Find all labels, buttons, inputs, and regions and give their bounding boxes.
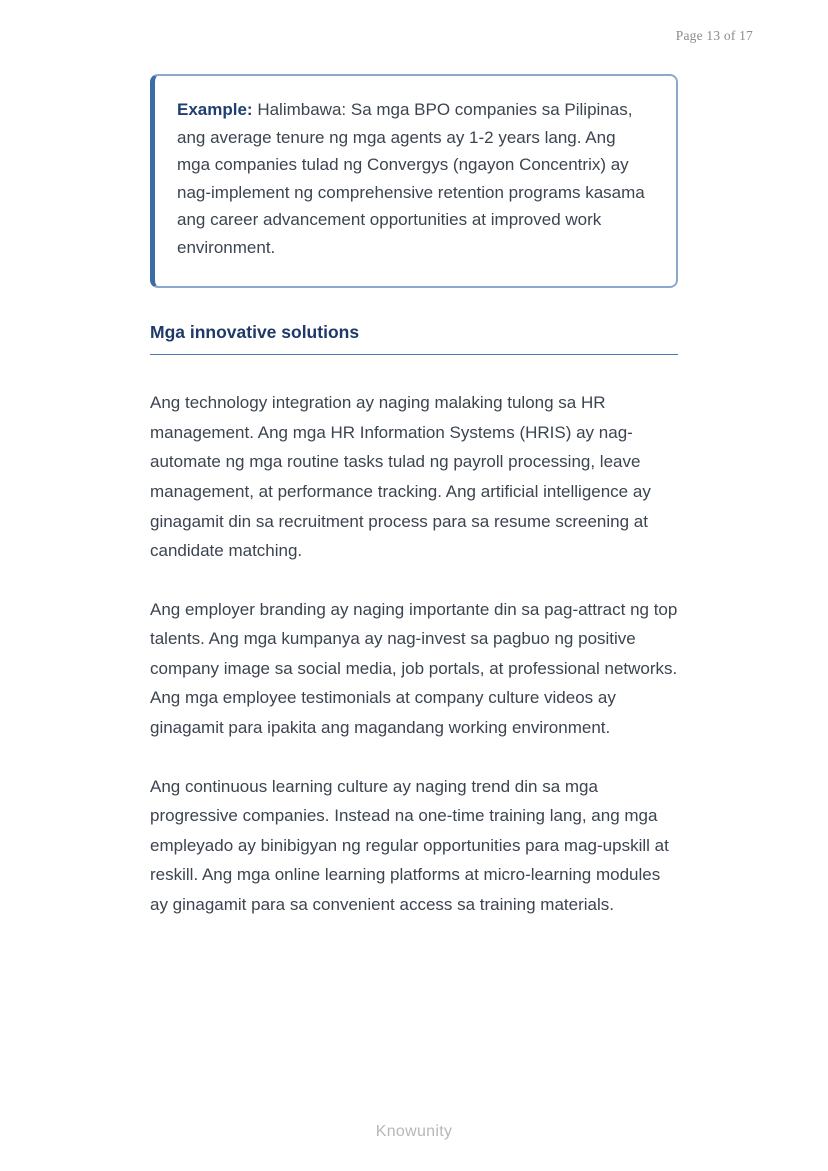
- paragraph-employer-branding: Ang employer branding ay naging importante din sa pag-attract ng top talents. Ang mga kumpanya ay nag-invest sa pagbuo ng positive company image sa social media, job portals, at professional networks. Ang mga employee testimonials at company culture videos ay ginagamit para ipakita ang magandang working environment.: [150, 599, 678, 737]
- example-body-text: Halimbawa: Sa mga BPO companies sa Pilipinas, ang average tenure ng mga agents ay 1-2 years lang. Ang mga companies tulad ng Convergys (ngayon Concentrix) ay nag-implement ng comprehensive retention programs kasama ang career advancement opportunities at improved work environment.: [177, 100, 645, 257]
- paragraph-technology-integration: Ang technology integration ay naging malaking tulong sa HR management. Ang mga HR Information Systems (HRIS) ay nag-automate ng mga routine tasks tulad ng payroll processing, leave management, at performance tracking. Ang artificial intelligence ay ginagamit din sa recruitment process para sa resume screening at candidate matching.: [150, 393, 651, 561]
- example-callout-box: [150, 74, 678, 288]
- paragraph-continuous-learning: Ang continuous learning culture ay naging trend din sa mga progressive companies. Instead na one-time training lang, ang mga empleyado ay binibigyan ng regular opportunities para mag-upskill at reskill. Ang mga online learning platforms at micro-learning modules ay ginagamit para sa convenient access sa training materials.: [150, 776, 669, 914]
- heading-rule: [150, 354, 678, 355]
- section-heading: Mga innovative solutions: [150, 322, 360, 343]
- page-indicator: Page 13 of 17: [675, 28, 753, 43]
- footer-brand: Knowunity: [375, 1123, 453, 1140]
- content-column: [150, 74, 678, 919]
- example-label: Example:: [177, 100, 253, 119]
- example-text: [177, 96, 652, 261]
